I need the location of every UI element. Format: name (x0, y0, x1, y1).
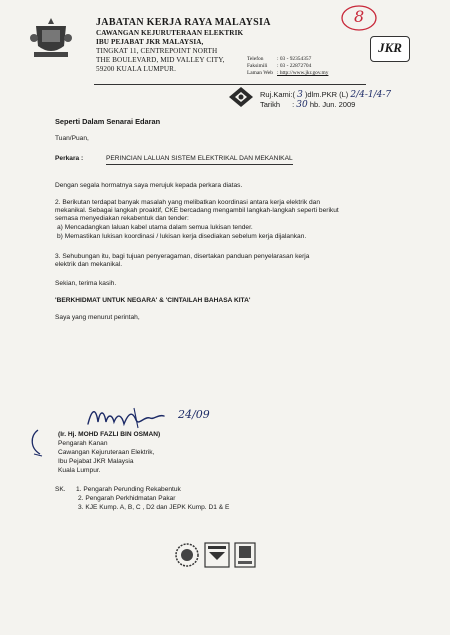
telefon-label: Telefon (247, 56, 264, 62)
signatory-title-2: Cawangan Kejuruteraan Elektrik, (58, 449, 155, 456)
paragraph-2-line-2: mekanikal. Sebagai langkah proaktif, CKE bercadang mengambil langkah-langkah seperti berikut (55, 207, 339, 214)
certification-seal-icon (174, 542, 200, 568)
jkr-emblem-icon (228, 86, 254, 108)
subject-title: PERINCIAN LALUAN SISTEM ELEKTRIKAL DAN MEKANIKAL (106, 155, 293, 165)
paragraph-3-line-2: elektrik dan mekanikal. (55, 261, 123, 268)
tarikh-label: Tarikh (260, 100, 281, 109)
tarikh-rest: hb. Jun. 2009 (309, 100, 356, 109)
paragraph-2-line-3: semasa menyediakan rekabentuk dan tender: (55, 215, 189, 222)
faks-value: : 03 - 22872704 (277, 63, 312, 69)
opening-paragraph: Dengan segala hormatnya saya merujuk kepada perkara diatas. (55, 182, 243, 189)
signatory-name: (Ir. Hj. MOHD FAZLI BIN OSMAN) (58, 431, 161, 438)
handwritten-bracket-mark (28, 428, 44, 458)
address-line-1: TINGKAT 11, CENTREPOINT NORTH (96, 47, 218, 55)
contact-web (247, 70, 328, 77)
signatory-title-3: Ibu Pejabat JKR Malaysia (58, 458, 134, 465)
office-name: IBU PEJABAT JKR MALAYSIA, (96, 38, 204, 46)
tarikh-colon: : (292, 100, 295, 109)
quality-cert-icon (204, 542, 230, 568)
salutation: Tuan/Puan, (55, 135, 89, 142)
jkr-logo-text: JKR (378, 40, 402, 55)
signatory-title-4: Kuala Lumpur. (58, 467, 101, 474)
telefon-value: : 03 - 92354357 (277, 56, 312, 62)
signature (84, 404, 174, 432)
circulation-heading: Seperti Dalam Senarai Edaran (55, 117, 161, 126)
ruj-label: Ruj.Kami:( (260, 90, 296, 99)
signatory-title-1: Pengarah Kanan (58, 440, 108, 447)
tarikh-handwritten: 30 (296, 100, 308, 110)
copies-item-2: 2. Pengarah Perkhidmatan Pakar (78, 495, 176, 502)
paragraph-2-line-1: 2. Berikutan terdapat banyak masalah yang melibatkan koordinasi antara kerja elektrik dan (55, 199, 321, 206)
malaysia-crest-icon (30, 16, 72, 60)
ruj-rest: )dlm.PKR (L) (304, 90, 349, 99)
closing-line: Sekian, terima kasih. (55, 280, 117, 287)
reference-number (260, 90, 391, 100)
ruj-handwritten-2: 2/4-1/4-7 (350, 90, 392, 100)
copies-item-1: 1. Pengarah Perunding Rekabentuk (76, 486, 181, 493)
branch-name: CAWANGAN KEJURUTERAAN ELEKTRIK (96, 29, 244, 37)
web-value: : http://www.jkr.gov.my (277, 70, 329, 76)
letterhead-divider (94, 84, 366, 85)
paragraph-2-item-a: a) Mencadangkan laluan kabel utama dalam semua lukisan tender. (57, 224, 253, 231)
web-label: Laman Web (247, 70, 273, 76)
jkr-logo (370, 36, 410, 62)
address-line-3: 59200 KUALA LUMPUR. (96, 65, 176, 73)
stamp-number: 8 (354, 7, 365, 26)
iso-cert-icon (234, 542, 256, 568)
signature-date: 24/09 (178, 408, 210, 421)
copies-label: SK. (55, 486, 66, 493)
org-name: JABATAN KERJA RAYA MALAYSIA (96, 17, 271, 28)
motto: 'BERKHIDMAT UNTUK NEGARA' & 'CINTAILAH BAHASA KITA' (55, 297, 251, 304)
paragraph-3-line-1: 3. Sehubungan itu, bagi tujuan penyeragaman, disertakan panduan penyelarasan kerja (55, 253, 310, 260)
copies-item-3: 3. KJE Kump. A, B, C , D2 dan JEPK Kump. D1 & E (78, 504, 230, 511)
faks-label: Faksimili (247, 63, 268, 69)
paragraph-2-item-b: b) Memastikan lukisan koordinasi / lukisan kerja disediakan sebelum kerja dijalankan. (57, 233, 307, 240)
yours-faithfully: Saya yang menurut perintah, (55, 314, 140, 321)
ruj-handwritten: 3 (297, 90, 303, 100)
address-line-2: THE BOULEVARD, MID VALLEY CITY, (96, 56, 225, 64)
subject-label: Perkara : (55, 155, 84, 162)
reference-date (260, 100, 355, 110)
